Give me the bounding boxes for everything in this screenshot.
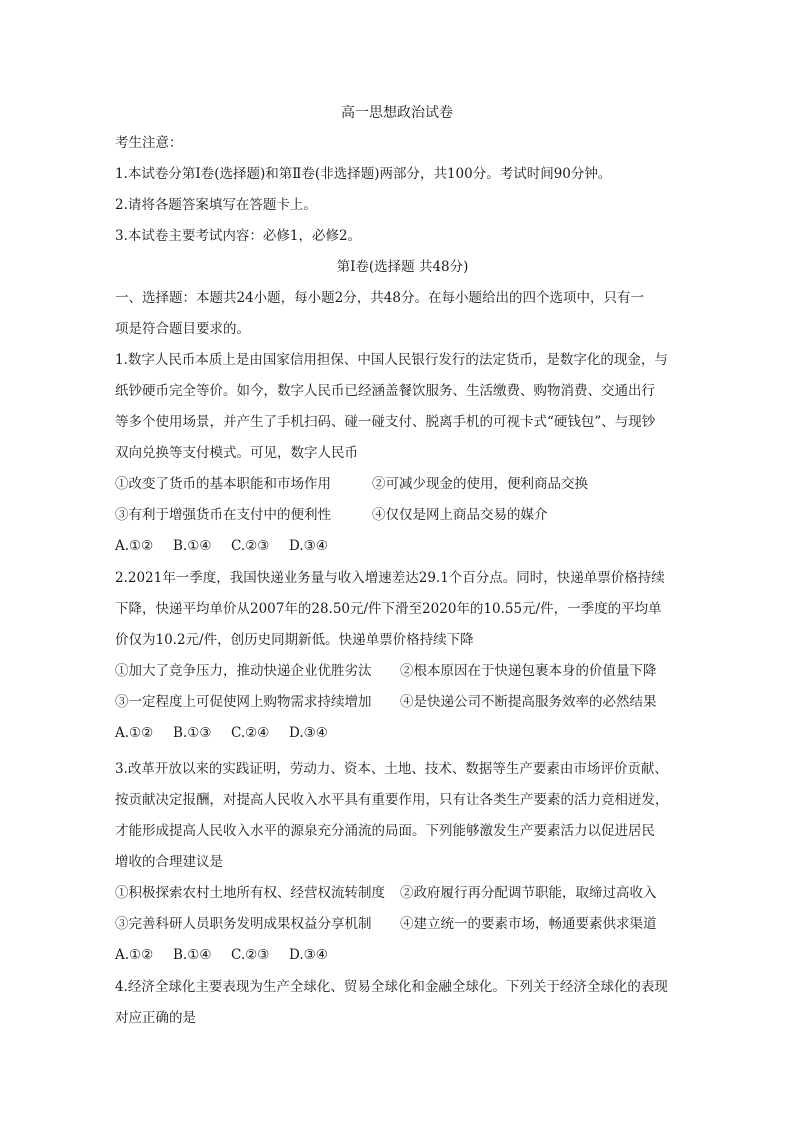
answer-choices bbox=[115, 940, 690, 971]
answer-choice-b: B.①④ bbox=[173, 947, 212, 963]
statement-option: ③有利于增强货币在支付中的便利性 bbox=[115, 507, 331, 523]
answer-choice-d: D.③④ bbox=[289, 947, 328, 963]
question-stem-line: 增收的合理建议是 bbox=[115, 854, 223, 870]
statement-option: ②可减少现金的使用，便利商品交换 bbox=[372, 476, 588, 492]
option-row bbox=[115, 687, 690, 718]
statement-option: ②根本原因在于快递包裹本身的价值量下降 bbox=[400, 663, 657, 679]
question-stem-line: 下降，快递平均单价从2007年的28.50元/件下滑至2020年的10.55元/件，一季度的平均单 bbox=[115, 601, 662, 617]
question-stem-line: 价仅为10.2元/件，创历史同期新低。快递单票价格持续下降 bbox=[115, 632, 474, 648]
statement-option: ①加大了竞争压力，推动快递企业优胜劣汰 bbox=[115, 663, 372, 679]
section-title: 第Ⅰ卷(选择题 共48分) bbox=[336, 259, 469, 275]
answer-choice-b: B.①③ bbox=[173, 725, 212, 741]
question-stem-line: 双向兑换等支付模式。可见，数字人民币 bbox=[115, 445, 358, 461]
question-stem-line: 纸钞硬币完全等价。如今，数字人民币已经涵盖餐饮服务、生活缴费、购物消费、交通出行 bbox=[115, 383, 655, 399]
notice-item: 2.请将各题答案填写在答题卡上。 bbox=[115, 197, 317, 213]
question-stem-line: 等多个使用场景，并产生了手机扫码、碰一碰支付、脱离手机的可视卡式“硬钱包”、与现钞 bbox=[115, 414, 656, 430]
question-stem-line: 才能形成提高人民收入水平的源泉充分涌流的局面。下列能够激发生产要素活力以促进居民 bbox=[115, 823, 655, 839]
statement-option: ③完善科研人员职务发明成果权益分享机制 bbox=[115, 916, 372, 932]
section-block bbox=[115, 252, 690, 345]
option-row bbox=[115, 656, 690, 687]
question-4 bbox=[115, 972, 690, 1034]
question-stem-line: 对应正确的是 bbox=[115, 1010, 196, 1026]
answer-choice-a: A.①② bbox=[115, 725, 154, 741]
question-2 bbox=[115, 563, 690, 749]
answer-choice-c: C.②③ bbox=[231, 538, 270, 554]
question-1 bbox=[115, 345, 690, 562]
answer-choice-c: C.②③ bbox=[231, 947, 270, 963]
statement-option: ①改变了货币的基本职能和市场作用 bbox=[115, 476, 331, 492]
option-row bbox=[115, 909, 690, 940]
question-stem-line: 3.改革开放以来的实践证明，劳动力、资本、土地、技术、数据等生产要素由市场评价贡献、 bbox=[115, 761, 668, 777]
part-intro-line: 一、选择题：本题共24小题，每小题2分，共48分。在每小题给出的四个选项中，只有一 bbox=[115, 290, 644, 306]
page-title: 高一思想政治试卷 bbox=[341, 105, 453, 121]
question-stem-line: 4.经济全球化主要表现为生产全球化、贸易全球化和金融全球化。下列关于经济全球化的表现 bbox=[115, 979, 668, 995]
statement-option: ④建立统一的要素市场，畅通要素供求渠道 bbox=[400, 916, 657, 932]
statement-option: ④是快递公司不断提高服务效率的必然结果 bbox=[400, 694, 657, 710]
option-row bbox=[115, 469, 690, 500]
answer-choice-a: A.①② bbox=[115, 947, 154, 963]
part-intro-line: 项是符合题目要求的。 bbox=[115, 321, 250, 337]
answer-choice-b: B.①④ bbox=[173, 538, 212, 554]
answer-choices bbox=[115, 531, 690, 562]
question-stem-line: 按贡献决定报酬，对提高人民收入水平具有重要作用，只有让各类生产要素的活力竞相迸发， bbox=[115, 792, 669, 808]
notice-item: 3.本试卷主要考试内容：必修1，必修2。 bbox=[115, 228, 362, 244]
answer-choice-a: A.①② bbox=[115, 538, 154, 554]
question-stem-line: 2.2021年一季度，我国快递业务量与收入增速差达29.1个百分点。同时，快递单票价格持续 bbox=[115, 570, 665, 586]
notice-block bbox=[115, 128, 690, 252]
notice-item: 1.本试卷分第Ⅰ卷(选择题)和第Ⅱ卷(非选择题)两部分，共100分。考试时间90分钟。 bbox=[115, 166, 612, 182]
answer-choice-d: D.③④ bbox=[289, 538, 328, 554]
question-3 bbox=[115, 754, 690, 971]
statement-option: ③一定程度上可促使网上购物需求持续增加 bbox=[115, 694, 372, 710]
answer-choices bbox=[115, 718, 690, 749]
option-row bbox=[115, 500, 690, 531]
answer-choice-d: D.③④ bbox=[289, 725, 328, 741]
statement-option: ④仅仅是网上商品交易的媒介 bbox=[372, 507, 548, 523]
answer-choice-c: C.②④ bbox=[231, 725, 270, 741]
question-stem-line: 1.数字人民币本质上是由国家信用担保、中国人民银行发行的法定货币，是数字化的现金，与 bbox=[115, 352, 668, 368]
statement-option: ①积极探索农村土地所有权、经营权流转制度 bbox=[115, 885, 385, 901]
statement-option: ②政府履行再分配调节职能，取缔过高收入 bbox=[400, 885, 657, 901]
option-row bbox=[115, 878, 690, 909]
notice-heading: 考生注意： bbox=[115, 135, 183, 151]
